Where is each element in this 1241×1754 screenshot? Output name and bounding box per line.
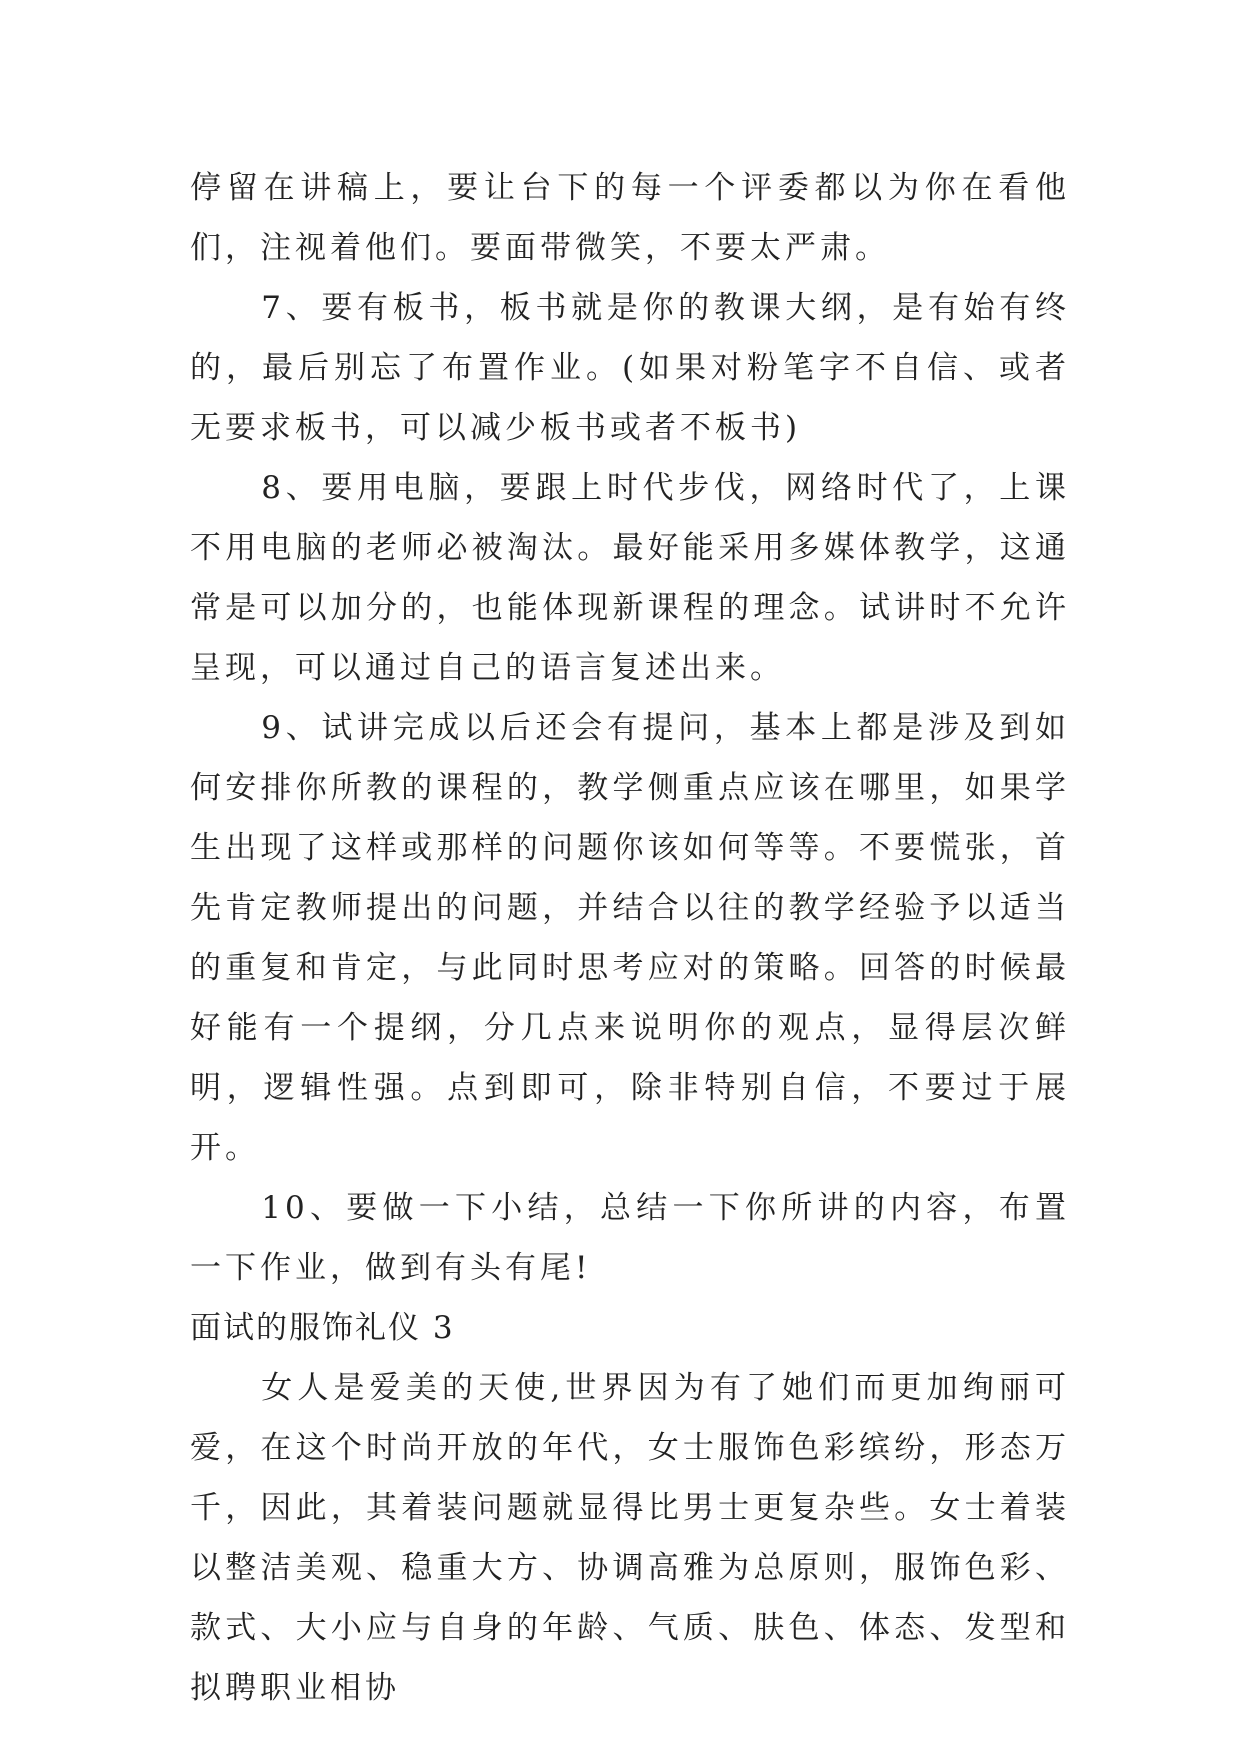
paragraph-item-8: 8、要用电脑，要跟上时代步伐，网络时代了，上课不用电脑的老师必被淘汰。最好能采用多媒体教学，这通常是可以加分的，也能体现新课程的理念。试讲时不允许呈现，可以通过自己的语言复述出来。 [190, 470, 1070, 686]
section-paragraph: 女人是爱美的天使,世界因为有了她们而更加绚丽可爱，在这个时尚开放的年代，女士服饰色彩缤纷，形态万千，因此，其着装问题就显得比男士更复杂些。女士着装以整洁美观、稳重大方、协调高雅为总原则，服饰色彩、款式、大小应与自身的年龄、气质、肤色、体态、发型和拟聘职业相协 [190, 1370, 1070, 1706]
paragraph-item-7: 7、要有板书，板书就是你的教课大纲，是有始有终的，最后别忘了布置作业。(如果对粉笔字不自信、或者无要求板书，可以减少板书或者不板书) [190, 290, 1070, 446]
section-heading: 面试的服饰礼仪 3 [190, 1310, 455, 1346]
paragraph: 停留在讲稿上，要让台下的每一个评委都以为你在看他们，注视着他们。要面带微笑，不要太严肃。 [190, 170, 1070, 266]
document-body [190, 158, 1070, 1718]
paragraph-item-10: 10、要做一下小结，总结一下你所讲的内容，布置一下作业，做到有头有尾! [190, 1190, 1070, 1286]
paragraph-item-9: 9、试讲完成以后还会有提问，基本上都是涉及到如何安排你所教的课程的，教学侧重点应该在哪里，如果学生出现了这样或那样的问题你该如何等等。不要慌张，首先肯定教师提出的问题，并结合以往的教学经验予以适当的重复和肯定，与此同时思考应对的策略。回答的时候最好能有一个提纲，分几点来说明你的观点，显得层次鲜明，逻辑性强。点到即可，除非特别自信，不要过于展开。 [190, 710, 1070, 1166]
